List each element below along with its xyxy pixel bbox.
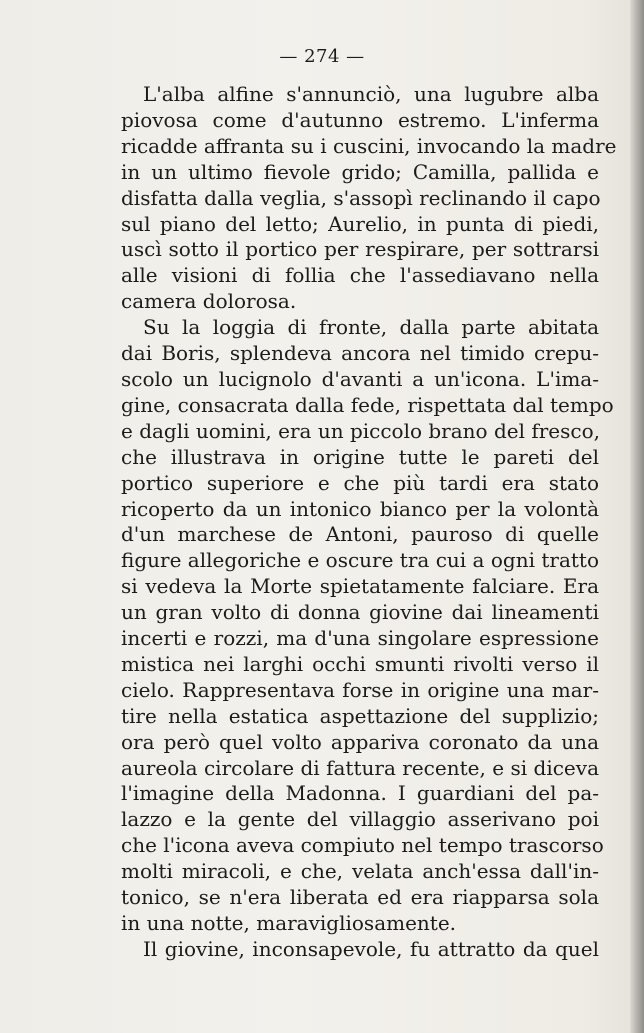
text-line: che illustrava in origine tutte le pareti del [121,444,599,469]
text-line: piovosa come d'autunno estremo. L'inferma [121,107,599,132]
text-line: in una notte, maravigliosamente. [121,911,457,935]
text-line: che l'icona aveva compiuto nel tempo trascorso [121,833,604,858]
text-line: un gran volto di donna giovine dai lineamenti [121,600,599,625]
text-line: figure allegoriche e oscure tra cui a ogni tratto [121,548,599,573]
page-binding-edge [630,0,644,1033]
text-line: camera dolorosa. [121,289,297,314]
text-line: ora però quel volto appariva coronato da una [121,729,599,754]
text-line: tire nella estatica aspettazione del supplizio; [121,703,599,728]
text-line: mistica nei larghi occhi smunti rivolti verso il [121,651,599,676]
text-line: in un ultimo fievole grido; Camilla, pallida e [121,159,599,184]
text-line: cielo. Rappresentava forse in origine una mar- [121,677,599,702]
text-line: ricoperto da un intonico bianco per la volontà [121,496,599,521]
text-line: disfatta dalla veglia, s'assopì reclinando il capo [121,185,601,210]
text-line: scolo un lucignolo d'avanti a un'icona. L'ima- [121,366,599,391]
text-line: Su la loggia di fronte, dalla parte abitata [143,315,599,340]
text-line: ricadde affranta su i cuscini, invocando la madre [121,133,617,158]
text-line: d'un marchese de Antoni, pauroso di quelle [121,522,599,547]
text-line: l'imagine della Madonna. I guardiani del pa- [121,781,599,806]
text-line: Il giovine, inconsapevole, fu attratto da quel [143,936,599,961]
text-line: sul piano del letto; Aurelio, in punta di piedi, [121,211,599,236]
text-line: tonico, se n'era liberata ed era riapparsa sola [121,885,599,910]
text-line: uscì sotto il portico per respirare, per sottrarsi [121,237,599,262]
text-line: portico superiore e che più tardi era stato [121,470,599,495]
text-line: aureola circolare di fattura recente, e si diceva [121,755,599,780]
text-line: si vedeva la Morte spietatamente falciare. Era [121,574,599,599]
text-line: molti miracoli, e che, velata anch'essa dall'in- [121,859,599,884]
page-number: — 274 — [279,46,365,67]
text-line: e dagli uomini, era un piccolo brano del fresco, [121,418,601,443]
text-line: lazzo e la gente del villaggio asserivano poi [121,807,599,832]
text-line: dai Boris, splendeva ancora nel timido crepu- [121,341,599,366]
body-text [121,82,617,963]
text-line: gine, consacrata dalla fede, rispettata dal tempo [121,392,614,417]
text-line: L'alba alfine s'annunciò, una lugubre alba [143,82,599,106]
text-line: alle visioni di follia che l'assediavano nella [121,263,599,288]
text-line: incerti e rozzi, ma d'una singolare espressione [121,626,599,651]
